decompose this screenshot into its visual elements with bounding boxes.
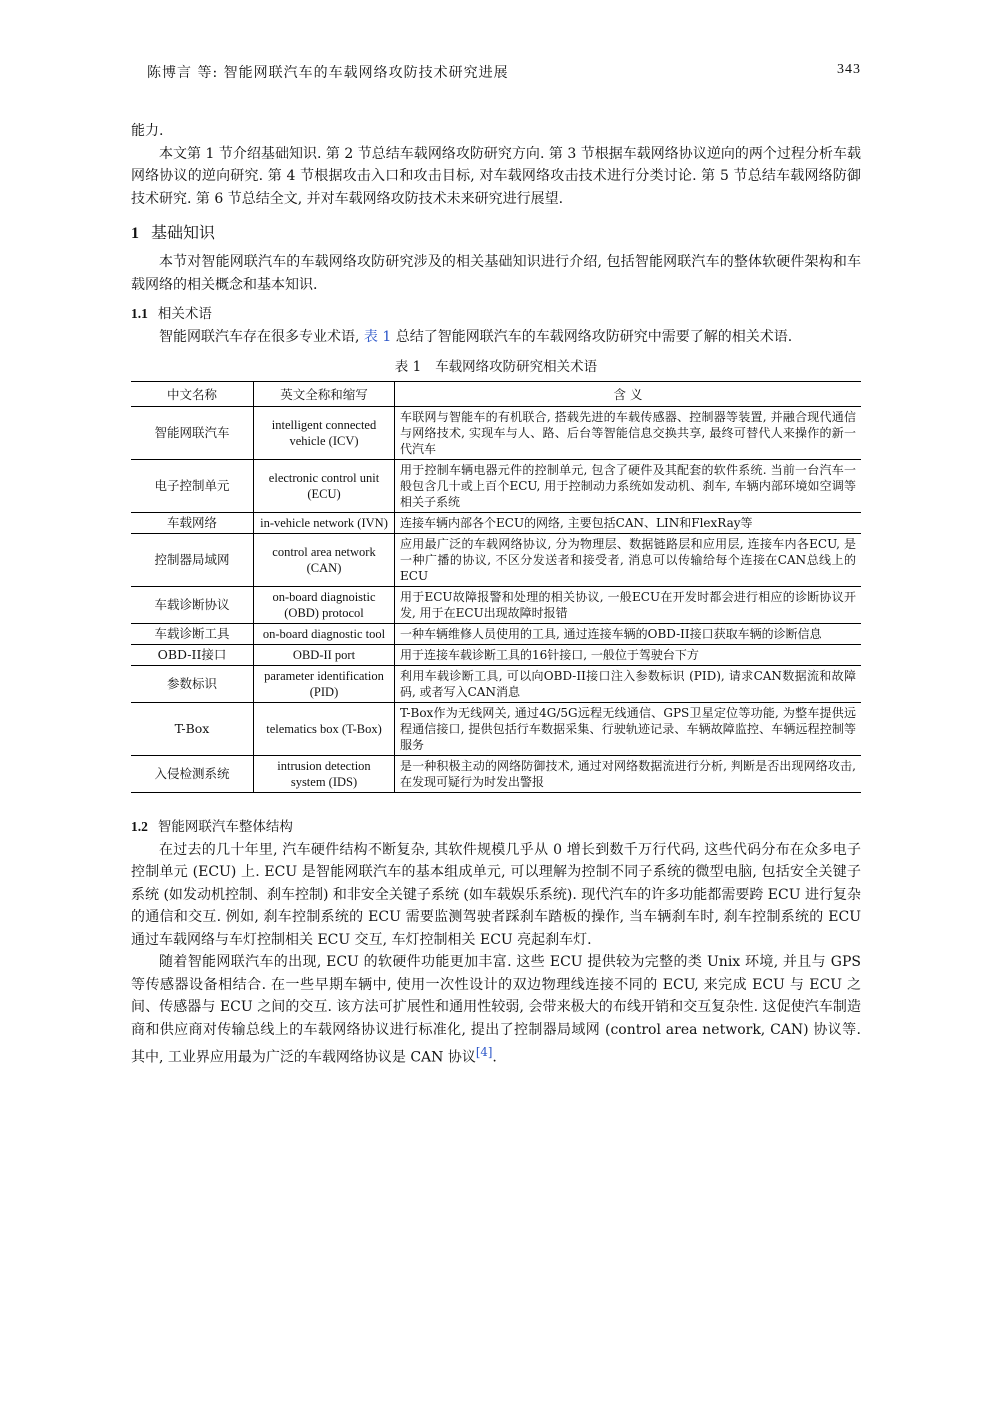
term-definition: 是一种积极主动的网络防御技术, 通过对网络数据流进行分析, 判断是否出现网络攻击, 在发现可疑行为时发出警报 <box>400 758 856 789</box>
running-title: 陈博言 等: 智能网联汽车的车载网络攻防技术研究进展 <box>147 65 509 81</box>
subsection-heading-1-2 <box>131 815 861 835</box>
section-number: 1 <box>131 225 139 242</box>
paragraph-end: . <box>492 1049 497 1066</box>
subsection-title: 智能网联汽车整体结构 <box>157 818 293 835</box>
table-row <box>131 586 861 623</box>
term-definition: 连接车辆内部各个ECU的网络, 主要包括CAN、LIN和FlexRay等 <box>395 512 862 533</box>
term-cn: 智能网联汽车 <box>131 406 254 459</box>
table-row <box>131 459 861 512</box>
term-definition: 用于控制车辆电器元件的控制单元, 包含了硬件及其配套的软件系统. 当前一台汽车一般包含几十或上百个ECU, 用于控制动力系统如发动机、刹车, 车辆内部环境如空调等相关子系统 <box>395 459 862 512</box>
terms-intro-text: 智能网联汽车存在很多专业术语, <box>159 329 360 345</box>
term-cn: 入侵检测系统 <box>131 755 254 792</box>
table-row <box>131 665 861 702</box>
page-number: 343 <box>837 62 861 77</box>
term-cn: 控制器局域网 <box>131 533 254 586</box>
header-en: 英文全称和缩写 <box>254 381 395 406</box>
table-row <box>131 512 861 533</box>
terms-table <box>131 381 861 793</box>
term-en: control area network (CAN) <box>254 533 395 586</box>
table-row <box>131 755 861 792</box>
subsection-number: 1.1 <box>131 306 148 321</box>
header-cn: 中文名称 <box>131 381 254 406</box>
structure-paragraph-2 <box>131 951 861 1069</box>
structure-paragraph-2-text: 随着智能网联汽车的出现, ECU 的软硬件功能更加丰富. 这些 ECU 提供较为完整的类 Unix 环境, 并且与 GPS 等传感器设备相结合. 在一些早期车辆中, 使用一次性设计的双边物理线连接不同的 ECU, 来完成 ECU 与 ECU 之间、传感器与 ECU 之间的交互. 该方法可扩展性和通用性较弱, 会带来极大的布线开销和交互复杂性. 这促使汽车制造商和供应商对传输总线上的车载网络协议进行标准化, 提出了控制器局域网 (control area network, CAN) 协议等. 其中, 工业界应用最为广泛的车载网络协议是 CAN 协议 <box>131 954 861 1066</box>
term-definition: 应用最广泛的车载网络协议, 分为物理层、数据链路层和应用层, 连接车内各ECU, 是一种广播的协议, 不区分发送者和接受者, 消息可以传输给每个连接在CAN总线上的ECU <box>395 533 862 586</box>
term-en: on-board diagnoistic (OBD) protocol <box>254 586 395 623</box>
body-content <box>131 120 861 1069</box>
intro-fragment: 能力. <box>131 123 164 139</box>
page-header <box>131 60 861 84</box>
term-definition: 一种车辆维修人员使用的工具, 通过连接车辆的OBD-II接口获取车辆的诊断信息 <box>395 623 862 644</box>
table-label: 表 1 <box>394 358 422 375</box>
table-caption-text: 车载网络攻防研究相关术语 <box>435 358 598 375</box>
term-definition: 利用车载诊断工具, 可以向OBD-II接口注入参数标识 (PID), 请求CAN数据流和故障码, 或者写入CAN消息 <box>395 665 862 702</box>
term-cn: 车载网络 <box>131 512 254 533</box>
term-cn: OBD-II接口 <box>131 644 254 665</box>
table-row <box>131 623 861 644</box>
term-en: OBD-II port <box>254 644 395 665</box>
term-definition: 用于连接车载诊断工具的16针接口, 一般位于驾驶台下方 <box>395 644 862 665</box>
term-definition: 车联网与智能车的有机联合, 搭载先进的车载传感器、控制器等装置, 并融合现代通信与网络技术, 实现车与人、路、后台等智能信息交换共享, 最终可替代人来操作的新一代汽车 <box>395 406 862 459</box>
table-header-row <box>131 381 861 406</box>
section-paragraph: 本节对智能网联汽车的车载网络攻防研究涉及的相关基础知识进行介绍, 包括智能网联汽车的整体软硬件架构和车载网络的相关概念和基本知识. <box>131 254 861 293</box>
term-en: intrusion detection system (IDS) <box>254 755 395 792</box>
table-row <box>131 644 861 665</box>
section-title: 基础知识 <box>151 223 216 242</box>
term-definition: T-Box作为无线网关, 通过4G/5G远程无线通信、GPS卫星定位等功能, 为整车提供远程通信接口, 提供包括行车数据采集、行驶轨迹记录、车辆故障监控、车辆远程控制等服务 <box>395 702 862 755</box>
terms-intro-paragraph <box>131 326 861 349</box>
term-cn: 电子控制单元 <box>131 459 254 512</box>
term-en: in-vehicle network (IVN) <box>254 512 395 533</box>
term-cn: 参数标识 <box>131 665 254 702</box>
table-caption <box>131 355 861 375</box>
term-en: telematics box (T-Box) <box>254 702 395 755</box>
terms-intro-text-end: 总结了智能网联汽车的车载网络攻防研究中需要了解的相关术语. <box>395 329 793 345</box>
intro-paragraph: 本文第 1 节介绍基础知识. 第 2 节总结车载网络攻防研究方向. 第 3 节根据车载网络协议逆向的两个过程分析车载网络协议的逆向研究. 第 4 节根据攻击入口和攻击目标, 对车载网络攻击技术进行分类讨论. 第 5 节总结车载网络防御技术研究. 第 6 节总结全文, 并对车载网络攻防技术未来研究进行展望. <box>131 145 861 207</box>
header-definition: 含 义 <box>395 381 862 406</box>
term-en: electronic control unit (ECU) <box>254 459 395 512</box>
citation-link[interactable]: [4] <box>475 1045 493 1059</box>
term-cn: 车载诊断协议 <box>131 586 254 623</box>
term-cn: 车载诊断工具 <box>131 623 254 644</box>
table-row <box>131 533 861 586</box>
term-en: parameter identification (PID) <box>254 665 395 702</box>
term-definition: 用于ECU故障报警和处理的相关协议, 一般ECU在开发时都会进行相应的诊断协议开发, 用于在ECU出现故障时报错 <box>395 586 862 623</box>
term-en: intelligent connected vehicle (ICV) <box>254 406 395 459</box>
subsection-title: 相关术语 <box>157 306 212 322</box>
term-cn: T-Box <box>131 702 254 755</box>
subsection-number: 1.2 <box>131 818 148 834</box>
table-reference-link[interactable]: 表 1 <box>363 329 392 345</box>
table-row <box>131 406 861 459</box>
subsection-heading-1-1 <box>131 302 861 322</box>
term-en: on-board diagnostic tool <box>254 623 395 644</box>
section-heading <box>131 220 861 243</box>
table-row <box>131 702 861 755</box>
structure-paragraph-1: 在过去的几十年里, 汽车硬件结构不断复杂, 其软件规模几乎从 0 增长到数千万行代码, 这些代码分布在众多电子控制单元 (ECU) 上. ECU 是智能网联汽车的基本组成单元, 可以理解为控制不同子系统的微型电脑, 包括安全关键子系统 (如发动机控制、刹车控制) 和非安全关键子系统 (如车载娱乐系统). 现代汽车的许多功能都需要跨 ECU 进行复杂的通信和交互. 例如, 刹车控制系统的 ECU 需要监测驾驶者踩刹车踏板的操作, 当车辆刹车时, 刹车控制系统的 ECU 通过车载网络与车灯控制相关 ECU 交互, 车灯控制相关 ECU 亮起刹车灯. <box>131 841 861 948</box>
